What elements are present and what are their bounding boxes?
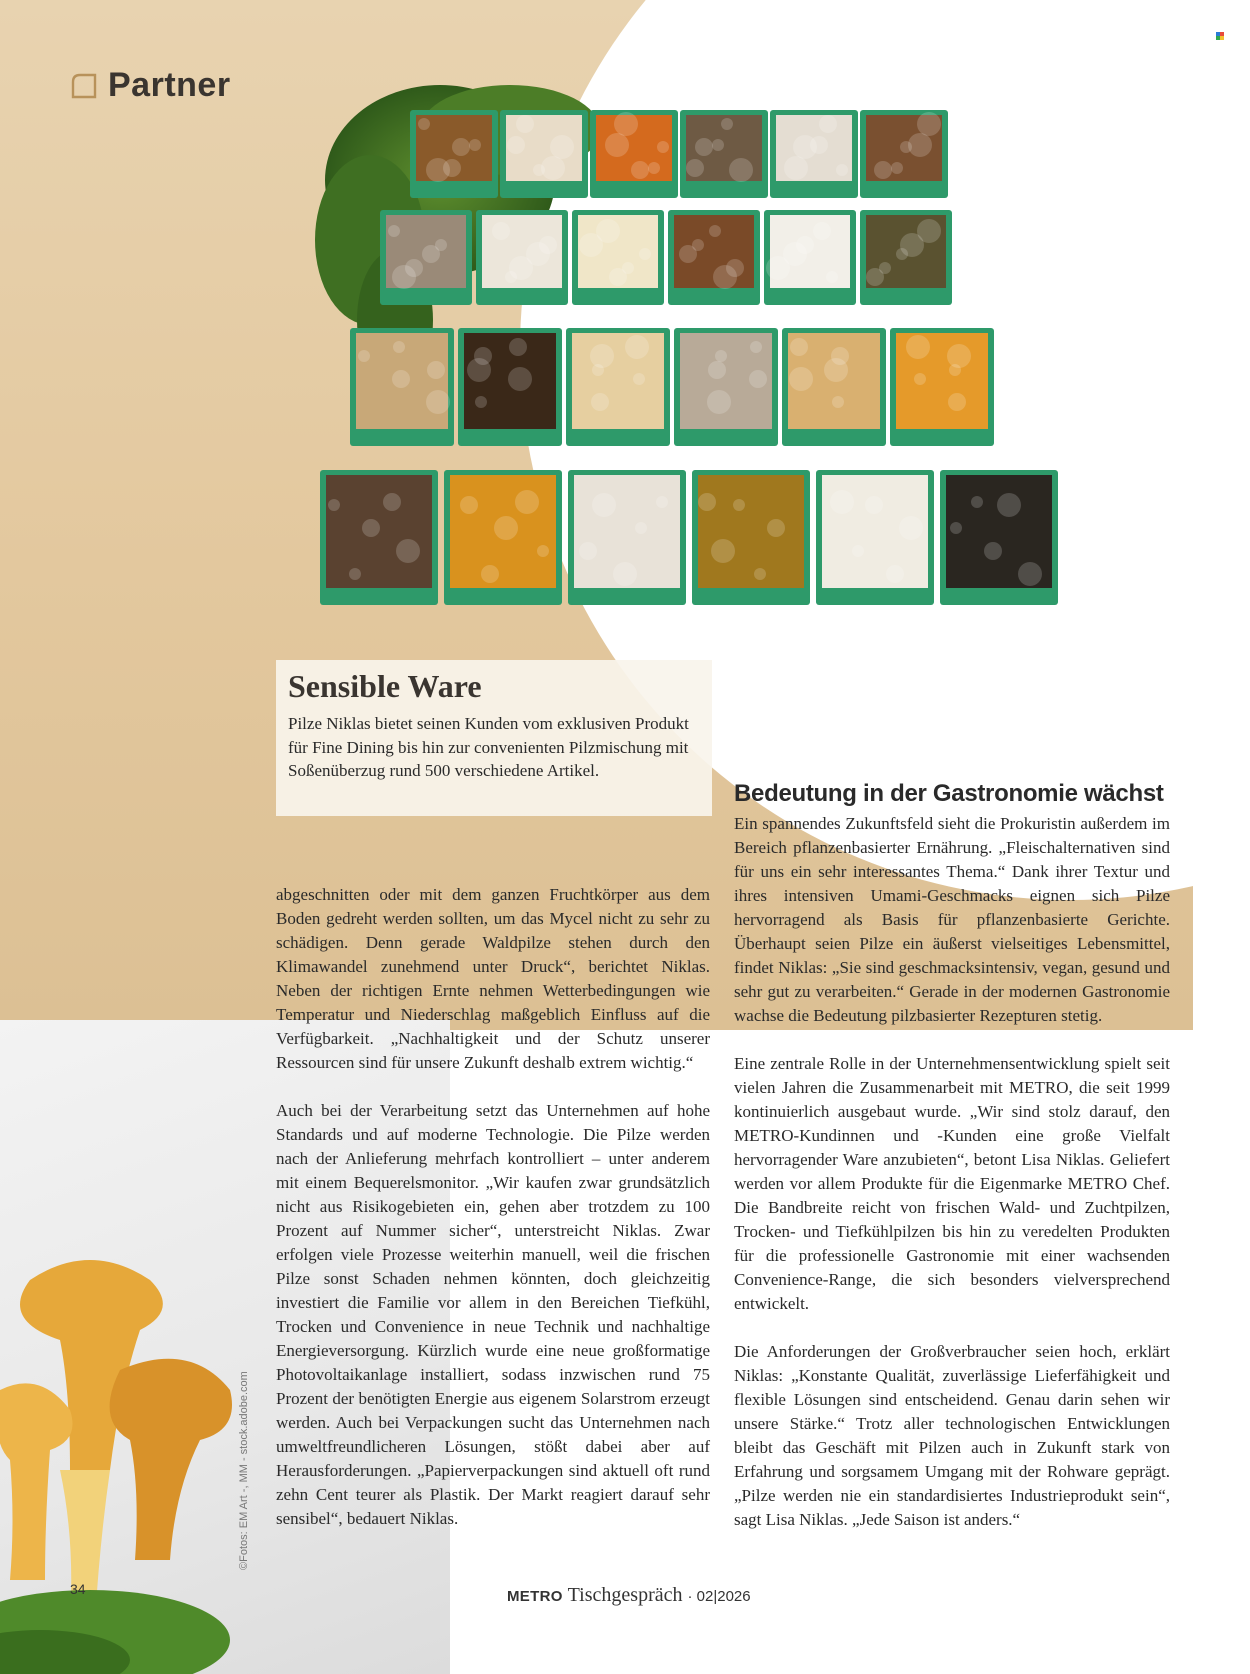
section-label: Partner	[108, 66, 231, 104]
paragraph: Ein spannendes Zukunftsfeld sieht die Prokuristin außerdem im Bereich pflanzenbasierter Ernährung. „Fleischalternativen sind für uns ein sehr interessantes Thema.“ Dank ihrer Textur und ihres intensiven Umami-Geschmacks eignen sich Pilze hervorragend als Basis für pflanzenbasierte Gerichte. Überhaupt seien Pilze ein äußerst vielseitiges Lebensmittel, findet Niklas: „Sie sind geschmacksintensiv, vegan, gesund und sehr gut zu verarbeiten.“ Gerade in der modernen Gastronomie wachse die Bedeutung pilzbasierter Rezepturen stetig.	[734, 814, 1170, 1025]
metro-mark-icon	[1216, 32, 1224, 40]
footer-magazine: Tischgespräch	[567, 1584, 683, 1606]
image-caption	[276, 660, 712, 816]
section-heading: Bedeutung in der Gastronomie wächst	[734, 780, 1164, 807]
left-column	[276, 883, 710, 1555]
caption-title: Sensible Ware	[288, 668, 482, 704]
paragraph: Die Anforderungen der Großverbraucher seien hoch, erklärt Niklas: „Konstante Qualität, zuverlässige Lieferfähigkeit und flexible Lösungen sind entscheidend. Genau darin sehen wir unsere Stärke.“ Trotz aller technologischen Entwicklungen bleibt das Geschäft mit Pilzen auch in Zukunft stark von Erfahrung und sorgsamem Umgang mit der Rohware geprägt. „Pilze werden nie ein standardisiertes Industrieprodukt sein“, sagt Lisa Niklas. „Jede Saison ist anders.“	[734, 1342, 1170, 1529]
chanterelle-image	[0, 1240, 250, 1674]
mushroom-crates-image	[300, 70, 1120, 710]
page-number: 34	[70, 1581, 86, 1597]
paragraph: abgeschnitten oder mit dem ganzen Fruchtkörper aus dem Boden gedreht werden sollten, um das Mycel nicht zu sehr zu schädigen. Denn gerade Waldpilze stehen durch den Klimawandel zunehmend unter Druck“, berichtet Niklas. Neben der richtigen Ernte nehmen Wetterbedingungen wie Temperatur und Niederschlag maßgeblich Einfluss auf die Verfügbarkeit. „Nachhaltigkeit und der Schutz unserer Ressourcen sind für unsere Zukunft deshalb extrem wichtig.“	[276, 885, 710, 1072]
footer-brand: METRO	[507, 1588, 563, 1605]
caption-text: Pilze Niklas bietet seinen Kunden vom exklusiven Produkt für Fine Dining bis hin zur convenienten Pilzmischung mit Soßenüberzug rund 500 verschiedene Artikel.	[288, 714, 689, 780]
paragraph: Eine zentrale Rolle in der Unternehmensentwicklung spielt seit vielen Jahren die Zusammenarbeit mit METRO, die seit 1999 kontinuierlich ausgebaut wurde. „Wir sind stolz darauf, den METRO-Kundinnen und -Kunden eine große Vielfalt hervorragender Ware anzubieten“, betont Lisa Niklas. Geliefert werden vor allem Produkte für die Eigenmarke METRO Chef. Die Bandbreite reicht von frischen Wald- und Zuchtpilzen, Trocken- und Tiefkühlpilzen bis hin zu veredelten Produkten für die professionelle Gastronomie mit einer wachsenden Convenience-Range, die sich besonders vielversprechend entwickelt.	[734, 1054, 1170, 1313]
photo-credit: ©Fotos: EM Art -, MM - stock.adobe.com	[238, 1371, 250, 1570]
footer-issue: · 02|2026	[687, 1588, 751, 1605]
footer	[507, 1584, 751, 1607]
paragraph: Auch bei der Verarbeitung setzt das Unternehmen auf hohe Standards und auf moderne Technologie. Die Pilze werden nach der Anlieferung mehrfach kontrolliert – unter anderem mit einem Bequerelsmonitor. „Wir kaufen zwar grundsätzlich nicht aus Risikogebieten ein, gehen aber trotzdem zu 100 Prozent auf Nummer sicher“, unterstreicht Niklas. Zwar erfolgen viele Prozesse weiterhin manuell, weil die frischen Pilze sonst Schaden nehmen könnten, doch gleichzeitig investiert die Familie vor allem in den Bereichen Tiefkühl, Trocken und Convenience in neue Technik und nachhaltige Energieversorgung. Kürzlich wurde eine neue großformatige Photovoltaikanlage installiert, sodass inzwischen rund 75 Prozent der benötigten Energie aus eigenem Solarstrom erzeugt werden. Auch bei Verpackungen sucht das Unternehmen nach umweltfreundlicheren Lösungen, stößt dabei aber auf Herausforderungen. „Papierverpackungen sind aktuell oft rund zehn Cent teurer als Plastik. Der Markt reagiert darauf sehr sensibel“, bedauert Niklas.	[276, 1101, 710, 1528]
right-column	[734, 812, 1170, 1556]
page-margin	[1193, 0, 1250, 1674]
section-tag	[70, 66, 231, 105]
leaf-frame-icon	[70, 72, 98, 100]
